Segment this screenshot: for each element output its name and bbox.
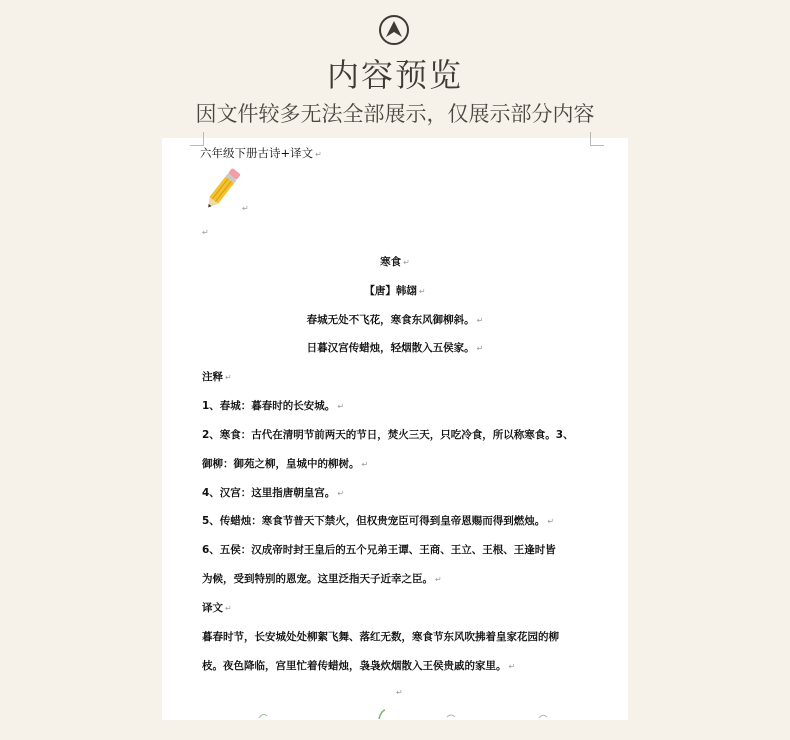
paragraph-mark: ↵ — [396, 688, 403, 697]
decorative-plant-icon — [257, 708, 557, 720]
note-line: 御柳：御苑之柳，皇城中的柳树。 ↵ — [202, 458, 369, 470]
poem-line: 春城无处不飞花，寒食东风御柳斜。 ↵ — [306, 314, 484, 326]
chevron-up-circle-icon — [378, 14, 410, 46]
poem-author: 【唐】韩翃 ↵ — [364, 285, 426, 297]
note-line: 4、汉宫：这里指唐朝皇宫。 ↵ — [202, 487, 345, 499]
poem-line: 日暮汉宫传蜡烛，轻烟散入五侯家。 ↵ — [306, 342, 484, 354]
document-page — [162, 138, 628, 720]
paragraph-mark: ↵ — [242, 204, 249, 213]
doc-title: 六年级下册古诗+译文 ↵ — [200, 146, 322, 160]
translation-line: 枝。夜色降临，宫里忙着传蜡烛，袅袅炊烟散入王侯贵戚的家里。 ↵ — [202, 660, 516, 672]
preview-title: 内容预览 — [326, 56, 463, 94]
preview-subtitle: 因文件较多无法全部展示，仅展示部分内容 — [195, 102, 595, 126]
note-line: 1、春城：暮春时的长安城。 ↵ — [202, 400, 345, 412]
paragraph-mark: ↵ — [202, 228, 209, 237]
notes-heading: 注释 ↵ — [202, 371, 232, 383]
translation-heading: 译文 ↵ — [202, 602, 232, 614]
note-line: 5、传蜡烛：寒食节普天下禁火，但权贵宠臣可得到皇帝恩赐而得到燃烛。 ↵ — [202, 515, 555, 527]
page-corner-mark — [190, 132, 204, 146]
poem-title: 寒食 ↵ — [380, 256, 410, 268]
note-line: 6、五侯：汉成帝时封王皇后的五个兄弟王谭、王商、王立、王根、王逢时皆 — [202, 544, 556, 556]
pencil-icon — [200, 164, 244, 214]
page-corner-mark — [590, 132, 604, 146]
note-line: 为候，受到特别的恩宠。这里泛指天子近幸之臣。 ↵ — [202, 573, 442, 585]
translation-line: 暮春时节，长安城处处柳絮飞舞、落红无数，寒食节东风吹拂着皇家花园的柳 — [202, 631, 559, 643]
note-line: 2、寒食：古代在清明节前两天的节日，焚火三天，只吃冷食，所以称寒食。3、 — [202, 429, 574, 441]
